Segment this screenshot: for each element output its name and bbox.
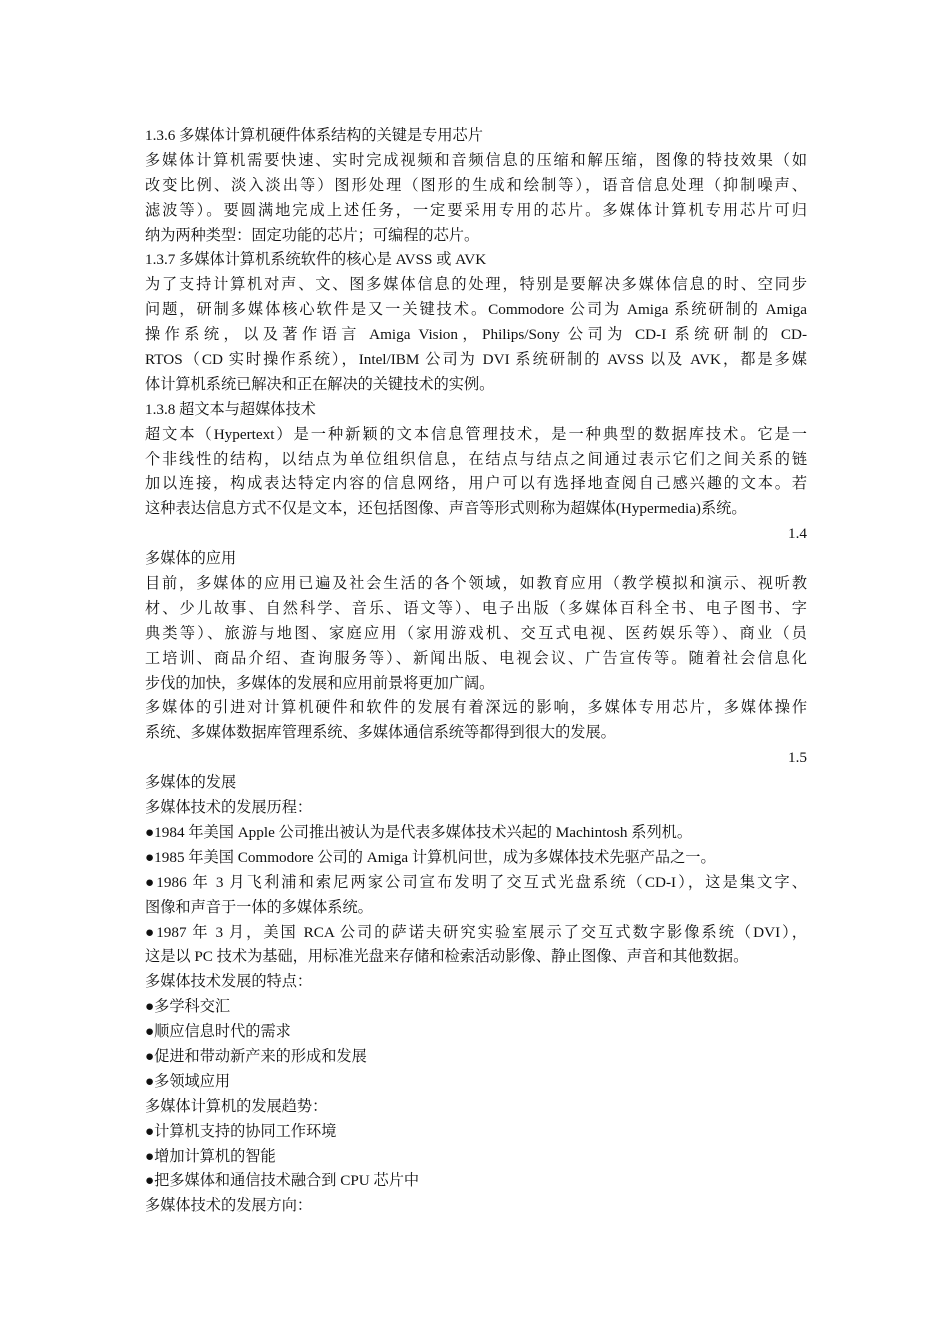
paragraph-line: 个非线性的结构，以结点为单位组织信息，在结点与结点之间通过表示它们之间关系的链 bbox=[145, 450, 807, 468]
paragraph-line: RTOS（CD 实时操作系统），Intel/IBM 公司为 DVI 系统研制的 AVSS 以及 AVK，都是多媒 bbox=[145, 351, 807, 369]
paragraph-line: 多媒体的引进对计算机硬件和软件的发展有着深远的影响，多媒体专用芯片，多媒体操作 bbox=[145, 699, 807, 717]
bullet-item: ●增加计算机的智能 bbox=[145, 1147, 276, 1165]
section-heading: 1.3.7 多媒体计算机系统软件的核心是 AVSS 或 AVK bbox=[145, 251, 487, 269]
section-title: 多媒体的发展 bbox=[145, 774, 237, 792]
section-number: 1.4 bbox=[788, 525, 807, 543]
bullet-item: ●多学科交汇 bbox=[145, 998, 231, 1016]
paragraph-line: 典类等）、旅游与地图、家庭应用（家用游戏机、交互式电视、医药娱乐等）、商业（员 bbox=[145, 624, 807, 642]
subheading: 多媒体计算机的发展趋势： bbox=[145, 1097, 328, 1115]
paragraph-line: 操作系统，以及著作语言 Amiga Vision，Philips/Sony 公司为 CD-I 系统研制的 CD- bbox=[145, 326, 807, 344]
paragraph-line: 加以连接，构成表达特定内容的信息网络，用户可以有选择地查阅自己感兴趣的文本。若 bbox=[145, 475, 807, 493]
paragraph-line: 工培训、商品介绍、查询服务等）、新闻出版、电视会议、广告宣传等。随着社会信息化 bbox=[145, 649, 807, 667]
section-title: 多媒体的应用 bbox=[145, 550, 237, 568]
paragraph-line: 为了支持计算机对声、文、图多媒体信息的处理，特别是要解决多媒体信息的时、空同步 bbox=[145, 276, 807, 294]
bullet-item: ●顺应信息时代的需求 bbox=[145, 1023, 291, 1041]
section-heading: 1.3.6 多媒体计算机硬件体系结构的关键是专用芯片 bbox=[145, 127, 483, 144]
paragraph-line: 问题，研制多媒体核心软件是又一关键技术。Commodore 公司为 Amiga 系统研制的 Amiga bbox=[145, 301, 807, 319]
bullet-item: ●1984 年美国 Apple 公司推出被认为是代表多媒体技术兴起的 Machintosh 系列机。 bbox=[145, 823, 693, 841]
bullet-item: ●1986 年 3 月飞利浦和索尼两家公司宣布发明了交互式光盘系统（CD-I），这是集文字、 bbox=[145, 873, 807, 891]
subheading: 多媒体技术发展的特点： bbox=[145, 973, 313, 991]
bullet-item: ●1987 年 3 月，美国 RCA 公司的萨诺夫研究实验室展示了交互式数字影像系统（DVI）， bbox=[145, 923, 807, 941]
paragraph-line: 目前，多媒体的应用已遍及社会生活的各个领域，如教育应用（教学模拟和演示、视听教 bbox=[145, 575, 807, 593]
bullet-continuation: 图像和声音于一体的多媒体系统。 bbox=[145, 898, 373, 916]
paragraph-line: 超文本（Hypertext）是一种新颖的文本信息管理技术，是一种典型的数据库技术。它是一 bbox=[145, 425, 807, 443]
bullet-item: ●把多媒体和通信技术融合到 CPU 芯片中 bbox=[145, 1172, 420, 1190]
paragraph-line: 多媒体计算机需要快速、实时完成视频和音频信息的压缩和解压缩，图像的特技效果（如 bbox=[145, 151, 807, 169]
bullet-continuation: 这是以 PC 技术为基础，用标准光盘来存储和检索活动影像、静止图像、声音和其他数据。 bbox=[145, 948, 749, 966]
paragraph-line: 这种表达信息方式不仅是文本，还包括图像、声音等形式则称为超媒体(Hypermedia)系统。 bbox=[145, 500, 747, 518]
document-page bbox=[145, 124, 807, 1219]
paragraph-line: 系统、多媒体数据库管理系统、多媒体通信系统等都得到很大的发展。 bbox=[145, 724, 616, 742]
paragraph-line: 改变比例、淡入淡出等）图形处理（图形的生成和绘制等），语音信息处理（抑制噪声、 bbox=[145, 176, 807, 194]
subheading: 多媒体技术的发展方向： bbox=[145, 1197, 313, 1215]
paragraph-line: 材、少儿故事、自然科学、音乐、语文等）、电子出版（多媒体百科全书、电子图书、字 bbox=[145, 599, 807, 617]
bullet-item: ●计算机支持的协同工作环境 bbox=[145, 1122, 337, 1140]
subheading: 多媒体技术的发展历程： bbox=[145, 799, 313, 817]
paragraph-line: 体计算机系统已解决和正在解决的关键技术的实例。 bbox=[145, 375, 495, 393]
section-heading: 1.3.8 超文本与超媒体技术 bbox=[145, 400, 316, 418]
bullet-item: ●促进和带动新产来的形成和发展 bbox=[145, 1047, 367, 1065]
bullet-item: ●1985 年美国 Commodore 公司的 Amiga 计算机问世，成为多媒体技术先驱产品之一。 bbox=[145, 848, 716, 866]
paragraph-line: 纳为两种类型：固定功能的芯片；可编程的芯片。 bbox=[145, 226, 480, 244]
paragraph-line: 滤波等）。要圆满地完成上述任务，一定要采用专用的芯片。多媒体计算机专用芯片可归 bbox=[145, 201, 807, 219]
section-number: 1.5 bbox=[788, 749, 807, 767]
paragraph-line: 步伐的加快，多媒体的发展和应用前景将更加广阔。 bbox=[145, 674, 495, 692]
bullet-item: ●多领域应用 bbox=[145, 1072, 231, 1090]
